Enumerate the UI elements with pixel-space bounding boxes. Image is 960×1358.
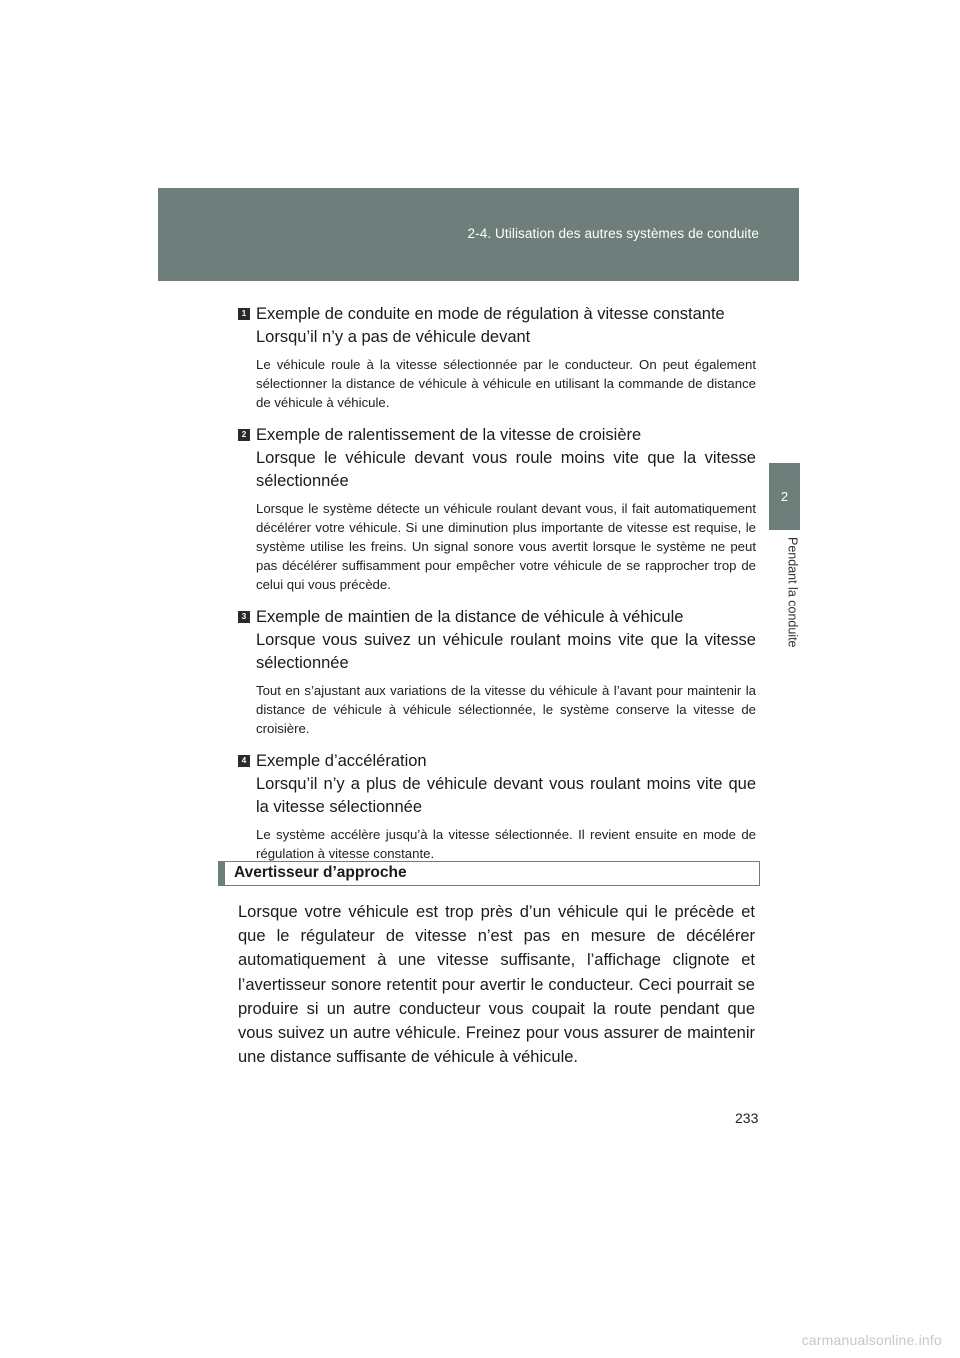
example-item: [238, 424, 756, 594]
section-title: Avertisseur d’approche: [234, 864, 407, 881]
example-title: Exemple de conduite en mode de régulation à vitesse constante: [256, 305, 725, 323]
number-badge-icon: 2: [238, 429, 250, 441]
examples-list: [238, 303, 756, 875]
example-subtitle: Lorsqu’il n’y a plus de véhicule devant vous roulant moins vite que la vitesse sélectionnée: [256, 775, 756, 816]
chapter-side-label: Pendant la conduite: [785, 537, 800, 648]
chapter-title: 2-4. Utilisation des autres systèmes de conduite: [467, 226, 759, 241]
example-title: Exemple de ralentissement de la vitesse de croisière: [256, 426, 642, 444]
example-description: Le système accélère jusqu’à la vitesse sélectionnée. Il revient ensuite en mode de régulation à vitesse constante.: [256, 827, 756, 861]
page-number: 233: [735, 1110, 759, 1126]
example-item: [238, 606, 756, 738]
chapter-header: [158, 188, 799, 281]
example-description: Le véhicule roule à la vitesse sélectionnée par le conducteur. On peut également sélectionner la distance de véhicule à véhicule en utilisant la commande de distance de véhicule à véhicule.: [256, 357, 756, 410]
example-item: [238, 303, 756, 412]
example-item: [238, 750, 756, 863]
example-description: Tout en s’ajustant aux variations de la vitesse du véhicule à l’avant pour maintenir la distance de véhicule à véhicule sélectionnée, le système conserve la vitesse de croisière.: [256, 683, 756, 736]
example-title: Exemple de maintien de la distance de véhicule à véhicule: [256, 608, 684, 626]
example-description: Lorsque le système détecte un véhicule roulant devant vous, il fait automatiquement décélérer votre véhicule. Si une diminution plus importante de vitesse est requise, le système utilise les freins. Un signal sonore vous avertit lorsque le système ne peut pas décélérer suffisamment pour empêcher votre véhicule de se rapprocher trop de celui qui vous précède.: [256, 501, 756, 592]
example-subtitle: Lorsqu’il n’y a pas de véhicule devant: [256, 328, 531, 346]
chapter-number: 2: [780, 489, 789, 504]
number-badge-icon: 4: [238, 755, 250, 767]
chapter-tab: [769, 463, 800, 530]
example-title: Exemple d’accélération: [256, 752, 427, 770]
example-subtitle: Lorsque le véhicule devant vous roule moins vite que la vitesse sélectionnée: [256, 449, 756, 490]
section-body: Lorsque votre véhicule est trop près d’un véhicule qui le précède et que le régulateur de vitesse n’est pas en mesure de décélérer automatiquement à une vitesse suffisante, l’affichage clignote et l’avertisseur sonore retentit pour avertir le conducteur. Ceci pourrait se produire si un autre conducteur vous coupait la route pendant que vous suivez un autre véhicule. Freinez pour vous assurer de maintenir une distance suffisante de véhicule à véhicule.: [238, 903, 755, 1067]
watermark: carmanualsonline.info: [801, 1332, 942, 1348]
section-heading-box: [218, 861, 760, 886]
number-badge-icon: 1: [238, 308, 250, 320]
number-badge-icon: 3: [238, 611, 250, 623]
example-subtitle: Lorsque vous suivez un véhicule roulant moins vite que la vitesse sélectionnée: [256, 631, 756, 672]
section-accent-bar: [219, 862, 225, 885]
